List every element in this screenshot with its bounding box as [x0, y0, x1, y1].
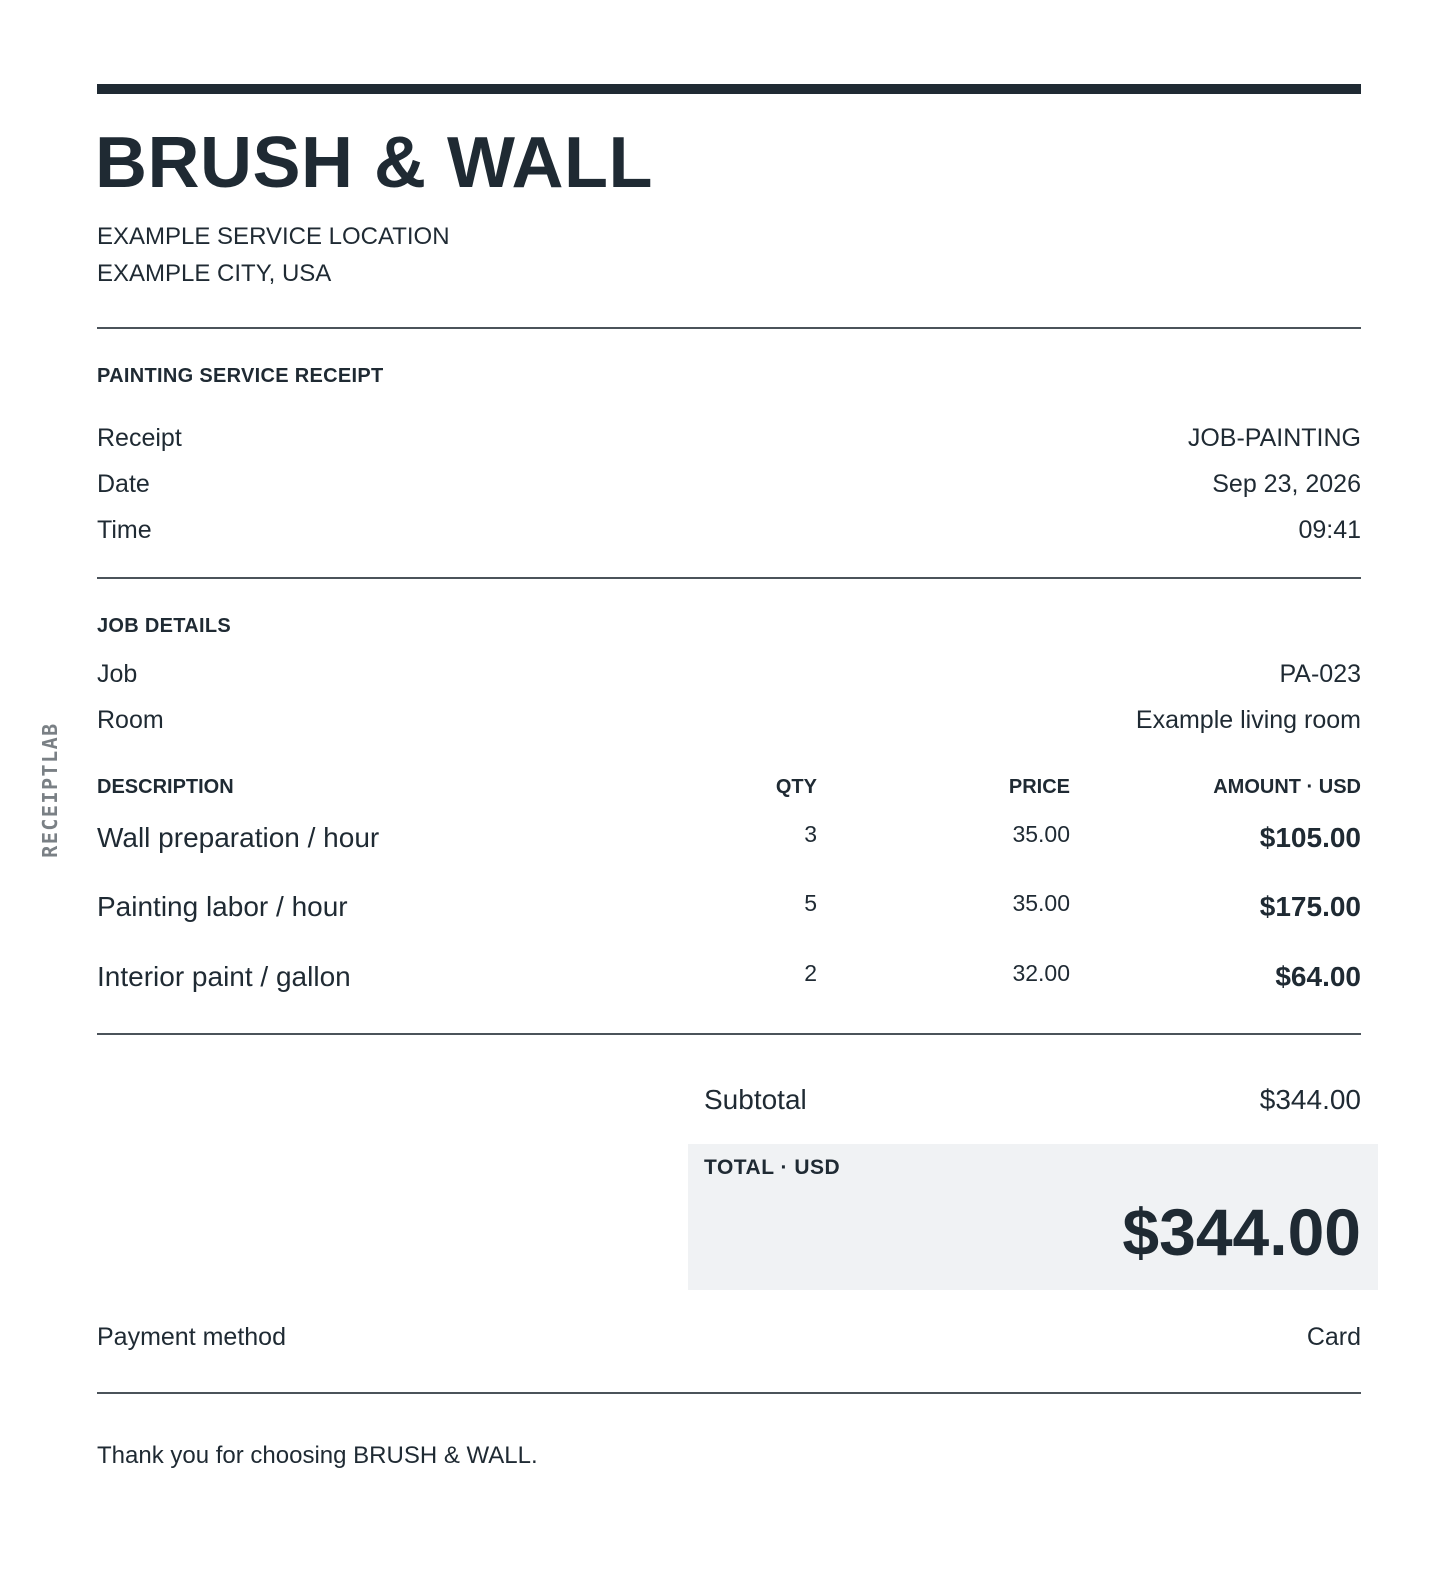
item-price: 32.00	[1012, 960, 1070, 986]
item-price: 35.00	[1012, 821, 1070, 847]
total-box	[688, 1144, 1378, 1290]
time-label: Time	[97, 516, 152, 544]
item-qty: 2	[804, 960, 817, 986]
date-value: Sep 23, 2026	[1212, 470, 1361, 498]
column-header-description: DESCRIPTION	[97, 776, 234, 798]
room-row	[97, 703, 1361, 737]
job-label: Job	[97, 660, 138, 688]
receipt-number-label: Receipt	[97, 424, 182, 452]
payment-method-label: Payment method	[97, 1323, 286, 1351]
divider	[97, 577, 1361, 579]
item-description: Wall preparation / hour	[97, 822, 380, 853]
table-row	[97, 887, 1361, 927]
receiptlab-watermark: RECEIPTLAB	[38, 722, 62, 858]
item-price: 35.00	[1012, 890, 1070, 916]
column-header-amount: AMOUNT · USD	[1213, 776, 1361, 798]
table-row	[97, 957, 1361, 997]
subtotal-row	[704, 1080, 1361, 1120]
divider	[97, 1392, 1361, 1394]
address-line-1: EXAMPLE SERVICE LOCATION	[97, 223, 450, 250]
item-qty: 3	[804, 821, 817, 847]
room-value: Example living room	[1135, 706, 1361, 734]
item-description: Painting labor / hour	[97, 891, 348, 922]
date-row	[97, 467, 1361, 501]
total-amount: $344.00	[1122, 1195, 1361, 1269]
address-line-2: EXAMPLE CITY, USA	[97, 260, 332, 287]
brand-name: BRUSH & WALL	[95, 123, 653, 203]
receipt-number-value: JOB-PAINTING	[1187, 424, 1361, 452]
receipt-section-title: PAINTING SERVICE RECEIPT	[97, 365, 384, 387]
top-rule	[97, 84, 1361, 94]
item-amount: $105.00	[1259, 822, 1361, 853]
item-amount: $175.00	[1259, 891, 1361, 922]
job-row	[97, 657, 1361, 691]
job-value: PA-023	[1279, 660, 1361, 688]
column-header-price: PRICE	[1008, 776, 1070, 798]
column-header-qty: QTY	[775, 776, 817, 798]
time-row	[97, 513, 1361, 547]
total-label: TOTAL · USD	[704, 1156, 841, 1179]
divider	[97, 327, 1361, 329]
date-label: Date	[97, 470, 150, 498]
job-section-title: JOB DETAILS	[97, 615, 232, 637]
time-value: 09:41	[1298, 516, 1361, 544]
thank-you-message: Thank you for choosing BRUSH & WALL.	[97, 1442, 538, 1469]
subtotal-label: Subtotal	[704, 1084, 807, 1115]
table-row	[97, 818, 1361, 858]
payment-method-value: Card	[1306, 1323, 1361, 1351]
subtotal-value: $344.00	[1259, 1084, 1361, 1115]
divider	[97, 1033, 1361, 1035]
receipt-number-row	[97, 421, 1361, 455]
item-amount: $64.00	[1275, 961, 1361, 992]
room-label: Room	[97, 706, 164, 734]
payment-method-row	[97, 1320, 1361, 1354]
item-qty: 5	[804, 890, 817, 916]
item-description: Interior paint / gallon	[97, 961, 351, 992]
